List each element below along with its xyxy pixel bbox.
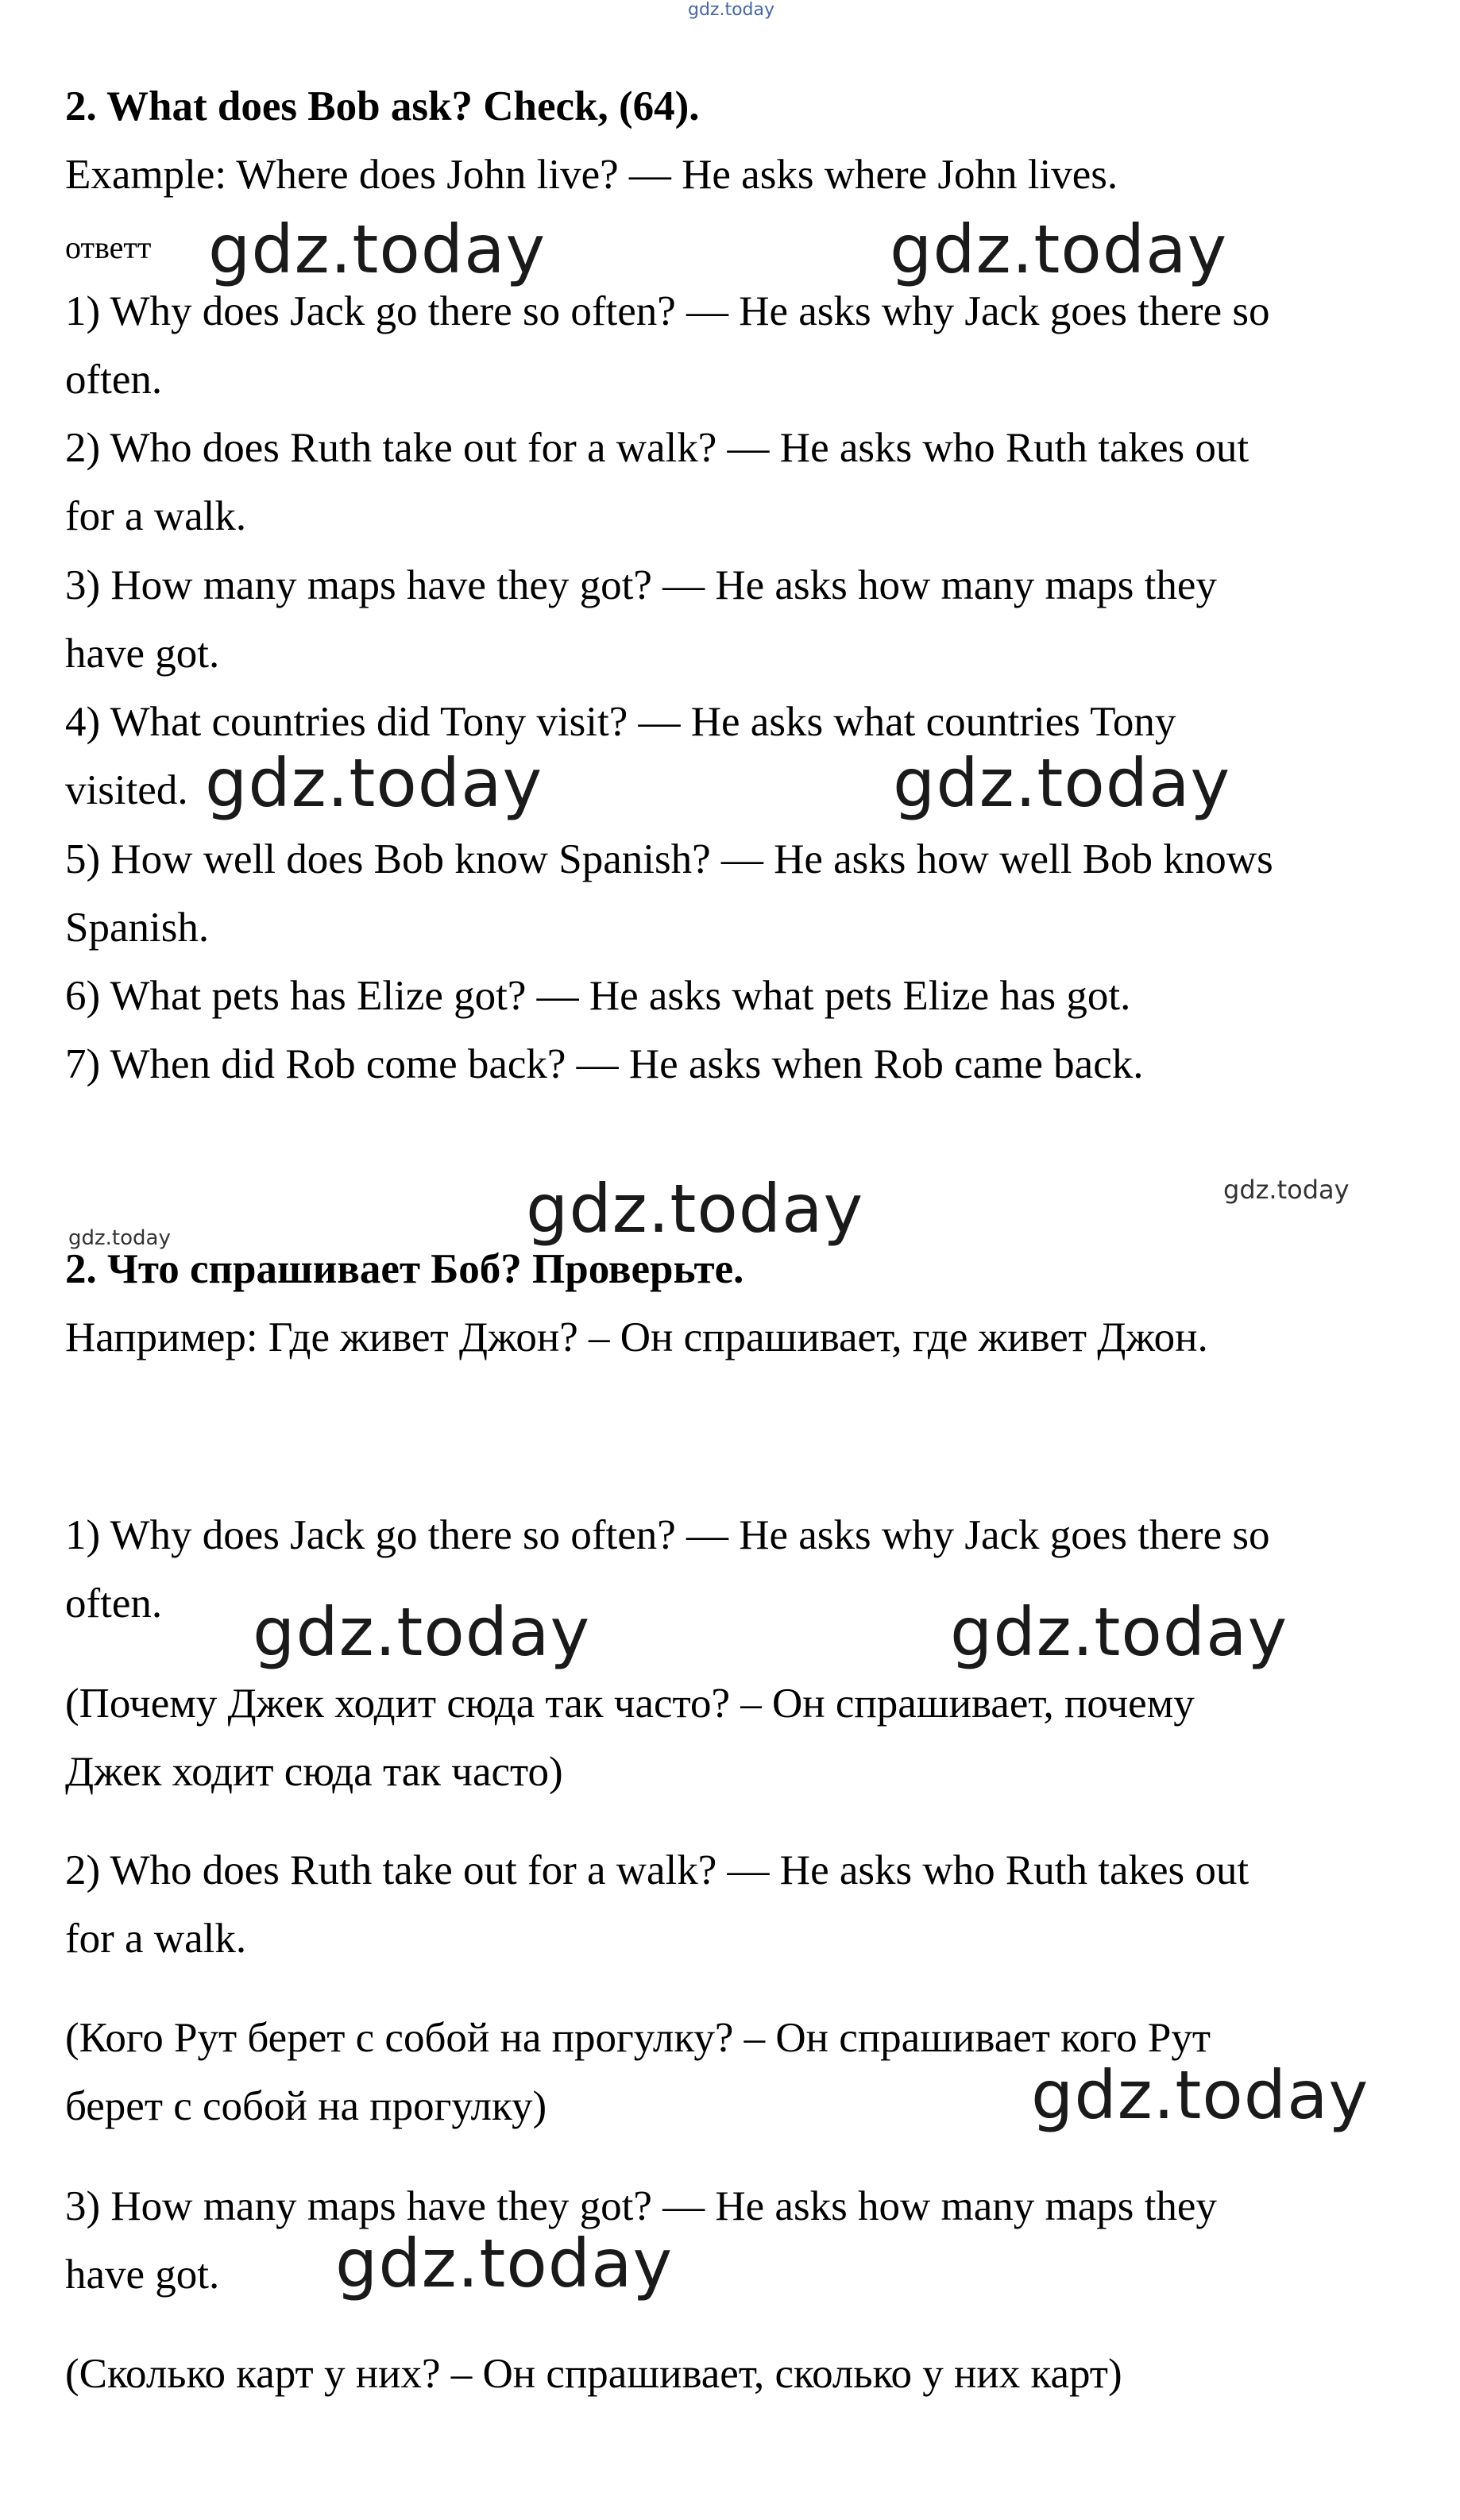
exercise-heading-ru: 2. Что спрашивает Боб? Проверьте. <box>65 1246 744 1292</box>
watermark: gdz.today <box>335 2225 674 2302</box>
answer-3-line-1: 3) How many maps have they got? — He asks how many maps they <box>65 562 1217 608</box>
answer-7-line-1: 7) When did Rob come back? — He asks when Rob came back. <box>65 1041 1144 1087</box>
answer-4-line-1: 4) What countries did Tony visit? — He asks what countries Tony <box>65 699 1176 745</box>
ru-answer-1-line-1: 1) Why does Jack go there so often? — He asks why Jack goes there so <box>65 1512 1270 1558</box>
watermark: gdz.today <box>208 210 547 288</box>
ru-translation-1-line-2: Джек ходит сюда так часто) <box>65 1749 563 1795</box>
answer-5-line-1: 5) How well does Bob know Spanish? — He asks how well Bob knows <box>65 836 1273 882</box>
ru-translation-3-line-1: (Сколько карт у них? – Он спрашивает, сколько у них карт) <box>65 2351 1122 2397</box>
answer-4-line-2: visited. <box>65 767 188 813</box>
example-line-ru: Например: Где живет Джон? – Он спрашивает, где живет Джон. <box>65 1314 1208 1360</box>
answer-label: ответт <box>65 230 152 265</box>
answer-5-line-2: Spanish. <box>65 905 210 951</box>
watermark: gdz.today <box>253 1593 591 1671</box>
ru-answer-2-line-1: 2) Who does Ruth take out for a walk? — He asks who Ruth takes out <box>65 1847 1249 1893</box>
watermark: gdz.today <box>890 210 1228 288</box>
answer-1-line-1: 1) Why does Jack go there so often? — He asks why Jack goes there so <box>65 288 1270 334</box>
ru-translation-2-line-2: берет с собой на прогулку) <box>65 2083 547 2129</box>
answer-2-line-2: for a walk. <box>65 493 247 539</box>
ru-answer-2-line-2: for a walk. <box>65 1916 247 1962</box>
watermark: gdz.today <box>893 744 1231 822</box>
watermark: gdz.today <box>526 1170 864 1248</box>
watermark-top: gdz.today <box>688 0 775 20</box>
watermark: gdz.today <box>950 1593 1288 1671</box>
watermark: gdz.today <box>205 744 543 822</box>
ru-answer-3-line-2: have got. <box>65 2252 220 2298</box>
exercise-heading: 2. What does Bob ask? Check, (64). <box>65 83 700 129</box>
answer-1-line-2: often. <box>65 357 163 403</box>
watermark-small: gdz.today <box>68 1226 171 1250</box>
ru-answer-3-line-1: 3) How many maps have they got? — He asks how many maps they <box>65 2183 1217 2229</box>
ru-translation-2-line-1: (Кого Рут берет с собой на прогулку? – Он спрашивает кого Рут <box>65 2015 1211 2061</box>
answer-2-line-1: 2) Who does Ruth take out for a walk? — He asks who Ruth takes out <box>65 425 1249 471</box>
ru-answer-1-line-2: often. <box>65 1580 163 1627</box>
watermark-small: gdz.today <box>1223 1175 1350 1205</box>
answer-6-line-1: 6) What pets has Elize got? — He asks what pets Elize has got. <box>65 973 1131 1019</box>
watermark: gdz.today <box>1031 2056 1369 2134</box>
example-line: Example: Where does John live? — He asks where John lives. <box>65 152 1118 198</box>
ru-translation-1-line-1: (Почему Джек ходит сюда так часто? – Он спрашивает, почему <box>65 1681 1195 1727</box>
answer-3-line-2: have got. <box>65 631 220 677</box>
